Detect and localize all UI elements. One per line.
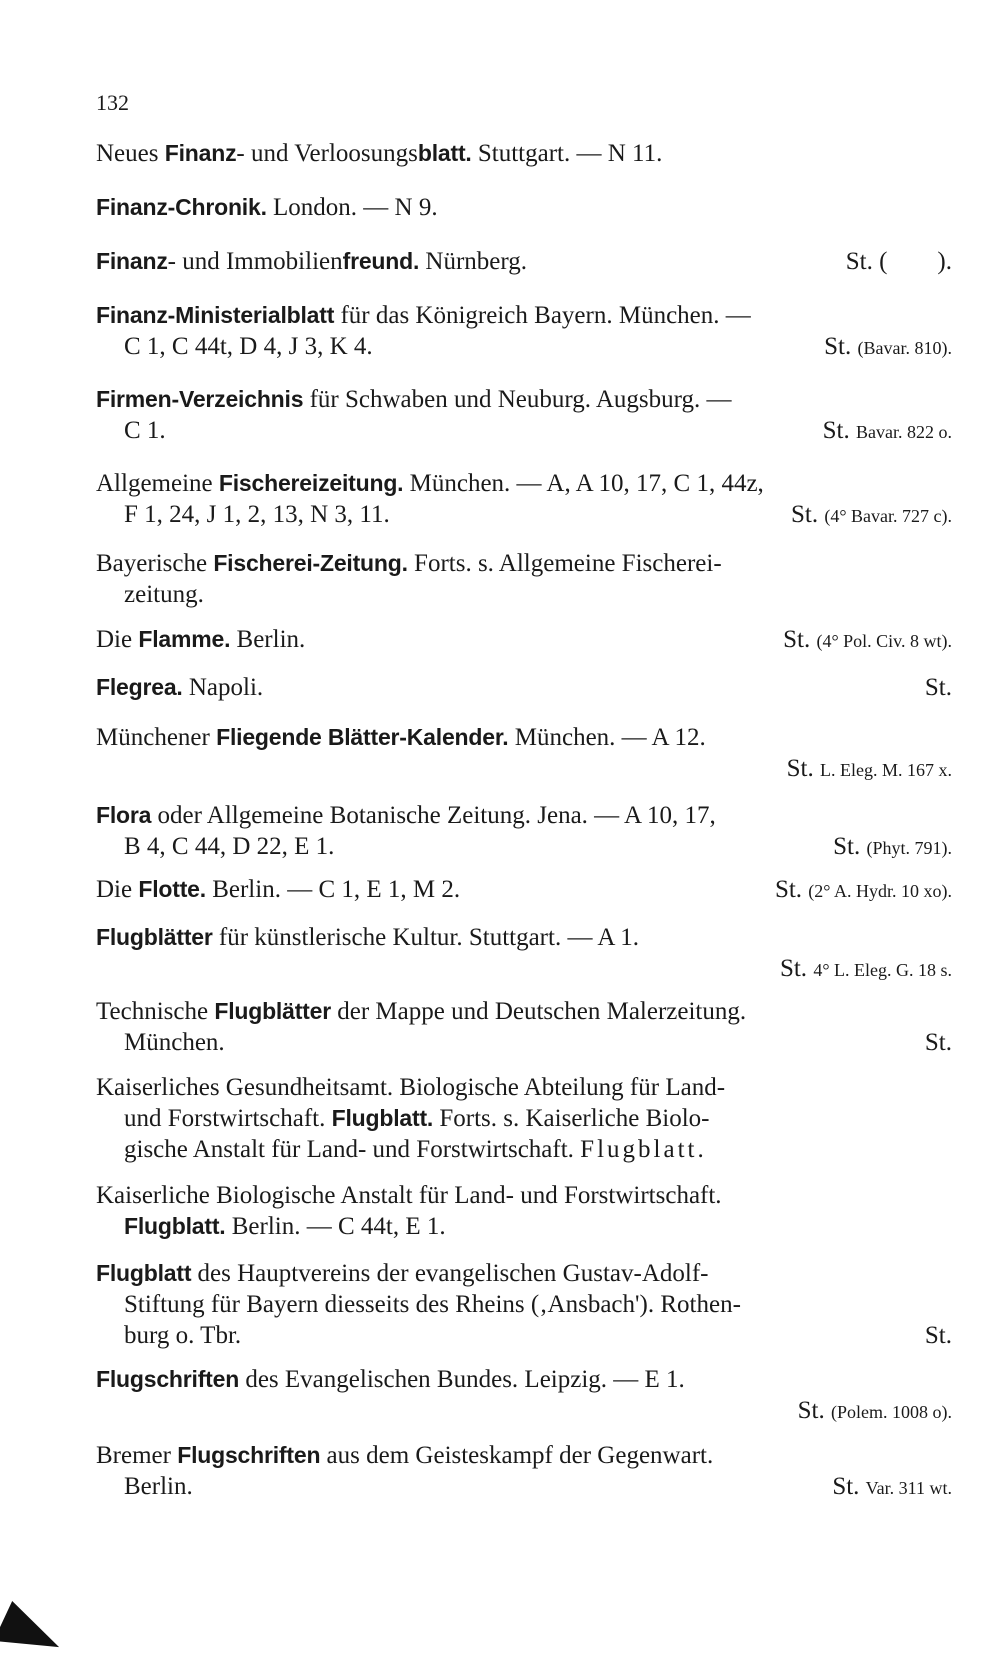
entry-finanz-chronik: Finanz-Chronik. London. — N 9. xyxy=(96,194,438,221)
entry-gustav-adolf-flugblatt: Flugblatt des Hauptvereins der evangelischen Gustav-Adolf- Stiftung für Bayern diesseits des Rheins (‚Ansbach'). Rothen- burg o. Tbr. St. xyxy=(96,1260,952,1349)
entry-flotte: Die Flotte. Berlin. — C 1, E 1, M 2. St. (2° A. Hydr. 10 xo). xyxy=(96,876,952,903)
entry-finanz-ministerialblatt: Finanz-Ministerialblatt für das Königreich Bayern. München. — C 1, C 44t, D 4, J 3, K 4. St. (Bavar. 810). xyxy=(96,302,952,360)
entry-technische-flugblaetter: Technische Flugblätter der Mappe und Deutschen Malerzeitung. München. St. xyxy=(96,998,952,1056)
entry-firmen-verzeichnis: Firmen-Verzeichnis für Schwaben und Neuburg. Augsburg. — C 1. St. Bavar. 822 o. xyxy=(96,386,952,444)
entry-fliegende-blaetter-kalender: Münchener Fliegende Blätter-Kalender. München. — A 12. St. L. Eleg. M. 167 x. xyxy=(96,724,952,782)
entry-immobilienfreund: Finanz- und Immobilienfreund. Nürnberg. St. ( ). xyxy=(96,248,952,275)
scan-corner-mark xyxy=(0,1601,68,1667)
entry-fischerei-zeitung: Bayerische Fischerei-Zeitung. Forts. s. Allgemeine Fischerei- zeitung. xyxy=(96,550,722,608)
entry-flegrea: Flegrea. Napoli. St. xyxy=(96,674,952,701)
entry-flugschriften-evangelisch: Flugschriften des Evangelischen Bundes. Leipzig. — E 1. St. (Polem. 1008 o). xyxy=(96,1366,952,1424)
catalog-page xyxy=(96,0,952,1669)
entry-finanz-verloosungsblatt: Neues Finanz- und Verloosungsblatt. Stuttgart. — N 11. xyxy=(96,140,663,167)
page-number: 132 xyxy=(96,90,129,115)
entry-flugblaetter-kultur: Flugblätter für künstlerische Kultur. Stuttgart. — A 1. St. 4° L. Eleg. G. 18 s. xyxy=(96,924,952,982)
entry-flamme: Die Flamme. Berlin. St. (4° Pol. Civ. 8 wt). xyxy=(96,626,952,653)
entry-biologische-anstalt-flugblatt: Kaiserliche Biologische Anstalt für Land- und Forstwirtschaft. Flugblatt. Berlin. — C 44t, E 1. xyxy=(96,1182,722,1240)
entry-fischereizeitung: Allgemeine Fischereizeitung. München. — A, A 10, 17, C 1, 44z, F 1, 24, J 1, 2, 13, N 3, 11. St. (4° Bavar. 727 c). xyxy=(96,470,952,528)
entry-gesundheitsamt-flugblatt: Kaiserliches Gesundheitsamt. Biologische Abteilung für Land- und Forstwirtschaft. Flugblatt. Forts. s. Kaiserliche Biolo- gische Anstalt für Land- und Forstwirtschaft. Flugblatt. xyxy=(96,1074,726,1163)
entry-flora: Flora oder Allgemeine Botanische Zeitung. Jena. — A 10, 17, B 4, C 44, D 22, E 1. St. (Phyt. 791). xyxy=(96,802,952,860)
entry-bremer-flugschriften: Bremer Flugschriften aus dem Geisteskampf der Gegenwart. Berlin. St. Var. 311 wt. xyxy=(96,1442,952,1500)
